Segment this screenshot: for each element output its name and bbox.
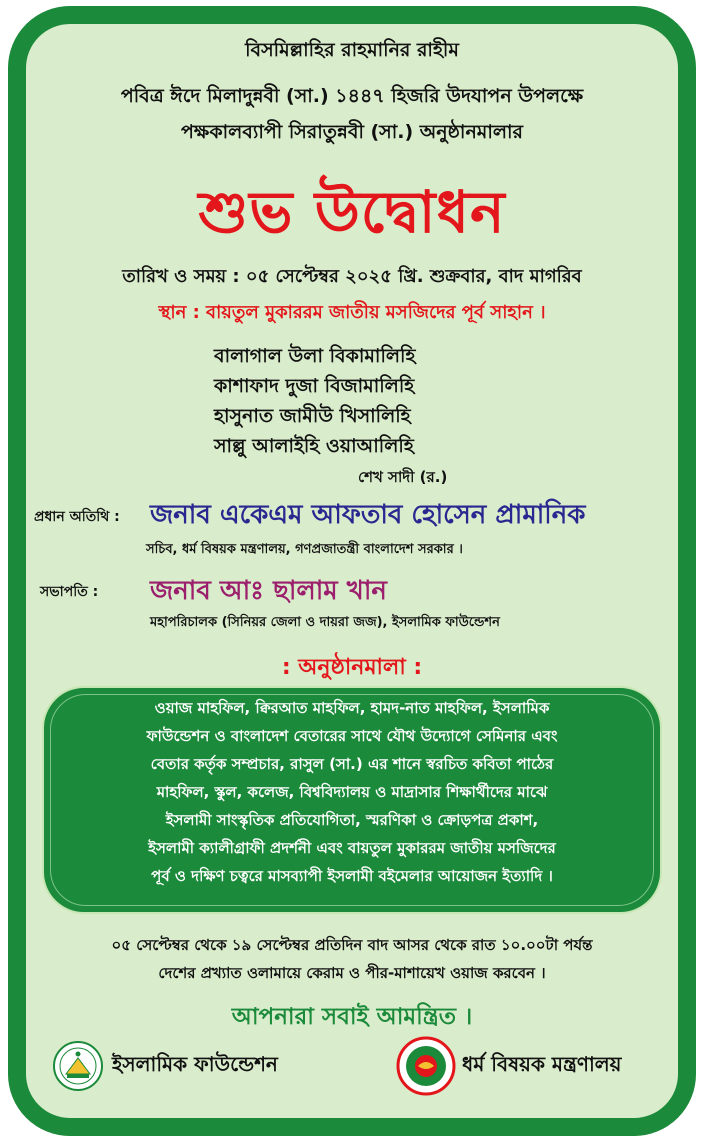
program-line: পূর্ব ও দক্ষিণ চত্বরে মাসব্যাপী ইসলামী বইমেলার আয়োজন ইত্যাদি । <box>151 867 553 885</box>
program-heading: : অনুষ্ঠানমালা : <box>281 655 423 680</box>
venue: স্থান : বায়তুল মুকাররম জাতীয় মসজিদের পূর্ব সাহান । <box>158 302 546 323</box>
chief-guest-label: প্রধান অতিথি : <box>34 509 120 525</box>
poem-line-3: হাসুনাত জামীউ খিসালিহি <box>214 405 411 427</box>
invitation-text: আপনারা সবাই আমন্ত্রিত । <box>231 1004 473 1030</box>
chair-title: মহাপরিচালক (সিনিয়র জেলা ও দায়রা জজ), ইসলামিক ফাউন্ডেশন <box>150 615 500 630</box>
series-line: পক্ষকালব্যাপী সিরাতুন্নবী (সা.) অনুষ্ঠানমালার <box>181 121 523 143</box>
program-line: ইসলামী ক্যালীগ্রাফী প্রদর্শনী এবং বায়তুল মুকাররম জাতীয় মসজিদের <box>148 839 556 857</box>
schedule-line-2: দেশের প্রখ্যাত ওলামায়ে কেরাম ও পীর-মাশায়েখ ওয়াজ করবেন । <box>158 964 546 982</box>
chief-guest-title: সচিব, ধর্ম বিষয়ক মন্ত্রণালয়, গণপ্রজাতন্ত্রী বাংলাদেশ সরকার । <box>146 542 463 557</box>
ministry-name: ধর্ম বিষয়ক মন্ত্রণালয় <box>462 1052 622 1076</box>
date-time: তারিখ ও সময় : ০৫ সেপ্টেম্বর ২০২৫ খ্রি. শুক্রবার, বাদ মাগরিব <box>122 266 582 287</box>
program-line: ওয়াজ মাহফিল, ক্বিরআত মাহফিল, হামদ-নাত মাহফিল, ইসলামিক <box>154 699 550 717</box>
chief-guest-name: জনাব একেএম আফতাব হোসেন প্রামানিক <box>150 500 586 530</box>
government-seal-icon <box>396 1036 456 1096</box>
program-line: বেতার কর্তৃক সম্প্রচার, রাসুল (সা.) এর শানে স্বরচিত কবিতা পাঠের <box>150 755 554 773</box>
program-box <box>42 686 662 914</box>
chair-name: জনাব আঃ ছালাম খান <box>150 576 387 606</box>
schedule-line-1: ০৫ সেপ্টেম্বর থেকে ১৯ সেপ্টেম্বর প্রতিদিন বাদ আসর থেকে রাত ১০.০০টা পর্যন্ত <box>111 936 593 954</box>
program-line: মাহফিল, স্কুল, কলেজ, বিশ্ববিদ্যালয় ও মাদ্রাসার শিক্ষার্থীদের মাঝে <box>156 783 548 801</box>
poem-author: শেখ সাদী (র.) <box>358 468 448 486</box>
islamic-foundation-logo-icon <box>52 1040 104 1092</box>
poem-line-1: বালাগাল উলা বিকামালিহি <box>214 345 416 367</box>
program-line: ফাউন্ডেশন ও বাংলাদেশ বেতারের সাথে যৌথ উদ্যোগে সেমিনার এবং <box>146 727 558 745</box>
program-line: ইসলামী সাংস্কৃতিক প্রতিযোগিতা, স্মরণিকা ও ক্রোড়পত্র প্রকাশ, <box>165 811 539 829</box>
islamic-foundation-name: ইসলামিক ফাউন্ডেশন <box>112 1052 278 1076</box>
chair-label: সভাপতি : <box>40 584 99 600</box>
occasion-line: পবিত্র ঈদে মিলাদুন্নবী (সা.) ১৪৪৭ হিজরি উদযাপন উপলক্ষে <box>120 85 584 107</box>
poem-line-4: সাল্লু আলাইহি ওয়াআলিহি <box>214 435 414 457</box>
bismillah-line: বিসমিল্লাহির রাহমানির রাহীম <box>245 39 459 61</box>
poem-line-2: কাশাফাদ দুজা বিজামালিহি <box>214 375 415 397</box>
page-title: শুভ উদ্বোধন <box>198 178 506 246</box>
